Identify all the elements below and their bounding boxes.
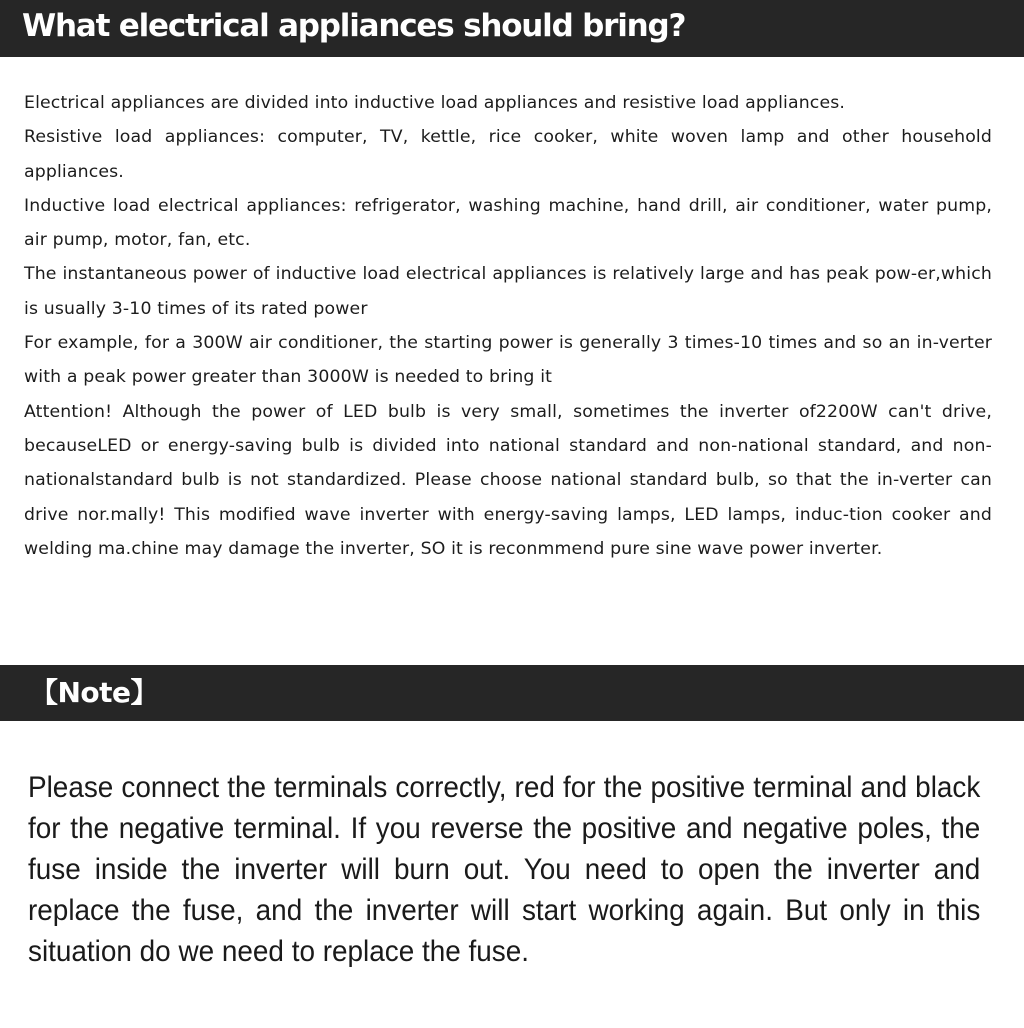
section-title: What electrical appliances should bring? (22, 8, 686, 44)
note-block (28, 767, 980, 972)
section-header-bar (0, 0, 1024, 57)
paragraph: Resistive load appliances: computer, TV, kettle, rice cooker, white woven lamp and other household appliances. (24, 127, 992, 182)
note-header-bar (0, 665, 1024, 721)
paragraph: The instantaneous power of inductive load electrical appliances is relatively large and has peak pow-er,which is usually 3-10 times of its rated power (24, 264, 992, 319)
paragraph: For example, for a 300W air conditioner, the starting power is generally 3 times-10 times and so an in-verter with a peak power greater than 3000W is needed to bring it (24, 333, 992, 388)
paragraph: Attention! Although the power of LED bulb is very small, sometimes the inverter of2200W can't drive, becauseLED or energy-saving bulb is divided into national standard and non-national standard, and non-nationalstandard bulb is not standardized. Please choose national standard bulb, so that the in-verter can drive nor.mally! This modified wave inverter with energy-saving lamps, LED lamps, induc-tion cooker and welding ma.chine may damage the inverter, SO it is reconmmend pure sine wave power inverter. (24, 401, 992, 559)
note-title: 【Note】 (30, 676, 159, 709)
paragraph: Electrical appliances are divided into inductive load appliances and resistive load appliances. (24, 93, 846, 113)
note-text: Please connect the terminals correctly, red for the positive terminal and black for the negative terminal. If you reverse the positive and negative poles, the fuse inside the inverter will burn out. You need to open the inverter and replace the fuse, and the inverter will start working again. But only in this situation do we need to replace the fuse. (28, 771, 981, 968)
paragraph: Inductive load electrical appliances: refrigerator, washing machine, hand drill, air conditioner, water pump, air pump, motor, fan, etc. (24, 195, 992, 251)
appliance-info-block (24, 86, 992, 566)
